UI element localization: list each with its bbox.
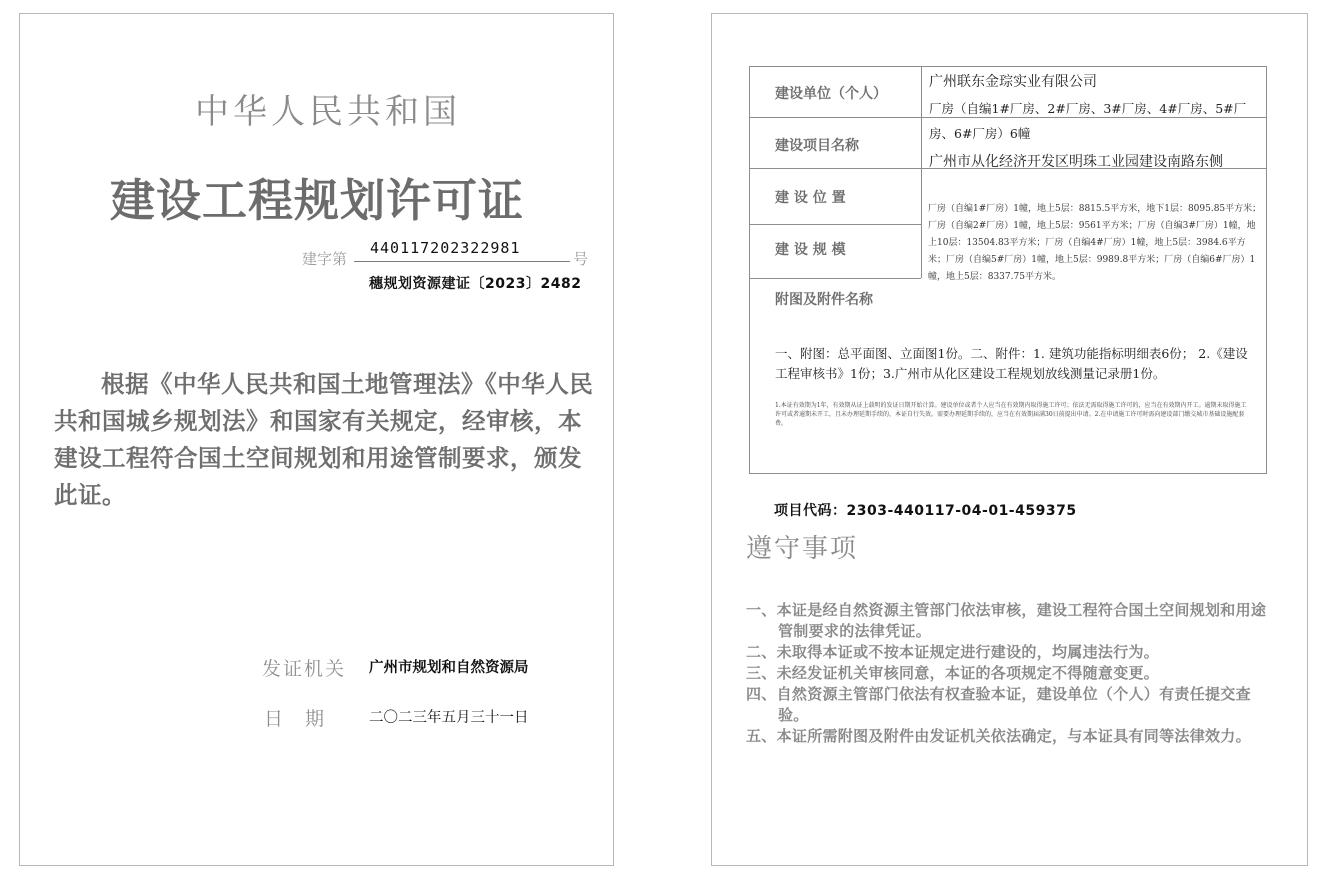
permit-prefix: 建字第 bbox=[302, 250, 348, 268]
obey-item: 五、本证所需附图及附件由发证机关依法确定，与本证具有同等法律效力。 bbox=[746, 727, 1251, 745]
unit-value: 广州联东金琮实业有限公司 bbox=[929, 74, 1097, 90]
permit-number-underline bbox=[354, 261, 570, 262]
obey-item: 四、自然资源主管部门依法有权查验本证，建设单位（个人）有责任提交查验。 bbox=[746, 685, 1251, 724]
table-column-divider bbox=[921, 67, 922, 278]
project-code: 项目代码：2303-440117-04-01-459375 bbox=[774, 503, 1077, 519]
certificate-front-page bbox=[19, 13, 614, 866]
location-label: 建 设 位 置 bbox=[775, 190, 846, 206]
table-row-divider bbox=[750, 278, 921, 279]
obey-title: 遵守事项 bbox=[746, 534, 859, 564]
obey-list bbox=[746, 600, 1281, 747]
project-name-value: 厂房（自编1#厂房、2#厂房、3#厂房、4#厂房、5#厂房、6#厂房）6幢 bbox=[929, 101, 1247, 141]
country-name: 中华人民共和国 bbox=[195, 92, 461, 132]
scale-label: 建 设 规 模 bbox=[775, 242, 846, 258]
obey-item: 三、未经发证机关审核同意，本证的各项规定不得随意变更。 bbox=[746, 664, 1160, 682]
project-info-table bbox=[749, 66, 1267, 474]
location-value: 广州市从化经济开发区明珠工业园建设南路东侧 bbox=[929, 154, 1223, 170]
obey-item: 二、未取得本证或不按本证规定进行建设的，均属违法行为。 bbox=[746, 643, 1160, 661]
attachments-value: 一、附图：总平面图、立面图1份。二、附件：1. 建筑功能指标明细表6份； 2.《建设工程审核书》1份；3.广州市从化区建设工程规划放线测量记录册1份。 bbox=[775, 346, 1248, 381]
scale-value: 厂房（自编1#厂房）1幢，地上5层：8815.5平方米，地下1层：8095.85平方米；厂房（自编2#厂房）1幢，地上5层：9561平方米；厂房（自编3#厂房）1幢，地上10层：13504.83平方米；厂房（自编4#厂房）1幢，地上5层：3984.6平方米；厂房（自编5#厂房）1幢，地上5层：9989.8平方米；厂房（自编6#厂房）1幢，地上5层：8337.75平方米。 bbox=[928, 204, 1262, 282]
date-label: 日期 bbox=[264, 708, 347, 730]
certificate-title: 建设工程规划许可证 bbox=[110, 174, 525, 227]
issuer-label: 发证机关 bbox=[262, 658, 347, 680]
legal-basis-text: 根据《中华人民共和国土地管理法》《中华人民共和国城乡规划法》和国家有关规定，经审核，本建设工程符合国土空间规划和用途管制要求，颁发此证。 bbox=[54, 370, 594, 509]
obey-item: 一、本证是经自然资源主管部门依法审核，建设工程符合国土空间规划和用途管制要求的法律凭证。 bbox=[746, 601, 1267, 640]
certificate-back-page bbox=[711, 13, 1308, 866]
unit-label: 建设单位（个人） bbox=[775, 86, 887, 102]
validity-notes: 1.本证有效期为1年，有效期从证上载明的发证日期开始计算。建设单位或者个人应当在有效期内取得施工许可；依法无需取得施工许可的，应当在有效期内开工。逾期未取得施工许可或者逾期未开工，且未办理延期手续的，本证自行失效。需要办理延期手续的，应当在有效期届满30日前提出申请。2.在申请施工许可时需向建设部门缴交城市基础设施配套费。 bbox=[775, 402, 1247, 427]
permit-suffix: 号 bbox=[573, 250, 589, 268]
issue-date: 二〇二三年五月三十一日 bbox=[369, 710, 529, 726]
project-name-label: 建设项目名称 bbox=[775, 138, 859, 154]
permit-code: 穗规划资源建证〔2023〕2482 bbox=[369, 276, 582, 292]
issuer-value: 广州市规划和自然资源局 bbox=[369, 660, 529, 676]
table-row-divider bbox=[750, 224, 921, 225]
permit-number: 440117202322981 bbox=[370, 239, 521, 257]
attachments-label: 附图及附件名称 bbox=[775, 292, 873, 308]
